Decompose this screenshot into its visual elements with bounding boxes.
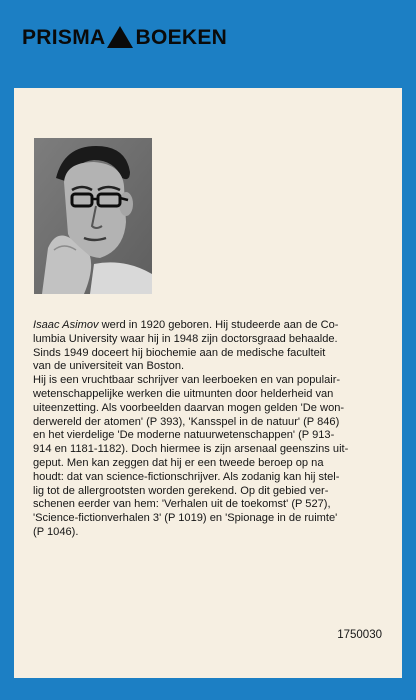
triangle-icon xyxy=(107,26,133,48)
bio-line: wetenschappelijke werken die uitmunten door helderheid van xyxy=(33,387,334,400)
author-portrait-icon xyxy=(34,138,152,294)
logo-left-text: PRISMA xyxy=(22,26,106,49)
bio-line: van de universiteit van Boston. xyxy=(33,360,185,373)
bio-line: 914 en 1181-1182). Doch hiermee is zijn arsenaal geenszins uit- xyxy=(33,443,349,456)
bio-line: (P 1046). xyxy=(33,525,79,538)
catalog-number: 1750030 xyxy=(337,629,382,641)
bio-line: uiteenzetting. Als voorbeelden daarvan mogen gelden 'De won- xyxy=(33,401,345,414)
bio-line: derwereld der atomen' (P 393), 'Kansspel in de natuur' (P 846) xyxy=(33,415,340,428)
bio-line: Hij is een vruchtbaar schrijver van leerboeken en van populair- xyxy=(33,374,341,387)
bio-line: lig tot de allergrootsten worden gerekend. Op dit gebied ver- xyxy=(33,484,329,497)
author-photo xyxy=(34,138,152,294)
bio-line: werd in 1920 geboren. Hij studeerde aan de Co- xyxy=(98,319,339,331)
bottom-band xyxy=(0,678,416,700)
right-band xyxy=(402,88,416,700)
bio-line: en het vierdelige 'De moderne natuurwetenschappen' (P 913- xyxy=(33,429,335,442)
author-name: Isaac Asimov xyxy=(33,319,99,331)
bio-line: 'Science-fictionverhalen 3' (P 1019) en 'Spionage in de ruimte' xyxy=(33,512,338,525)
bio-line: Sinds 1949 doceert hij biochemie aan de medische faculteit xyxy=(33,346,326,359)
bio-paragraph-2 xyxy=(33,374,385,540)
bio-paragraph-1 xyxy=(33,319,385,374)
bio-line: schenen eerder van hem: 'Verhalen uit de toekomst' (P 527), xyxy=(33,498,331,511)
bio-line: geput. Men kan zeggen dat hij er een tweede beroep op na xyxy=(33,456,324,469)
logo-right-text: BOEKEN xyxy=(135,26,228,49)
left-band xyxy=(0,88,14,700)
bio-line: houdt: dat van science-fictionschrijver. Als zodanig kan hij stel- xyxy=(33,470,340,483)
bio-line: lumbia University waar hij in 1948 zijn doctorsgraad behaalde. xyxy=(33,332,338,345)
author-biography xyxy=(33,319,385,540)
publisher-logo xyxy=(22,20,227,56)
